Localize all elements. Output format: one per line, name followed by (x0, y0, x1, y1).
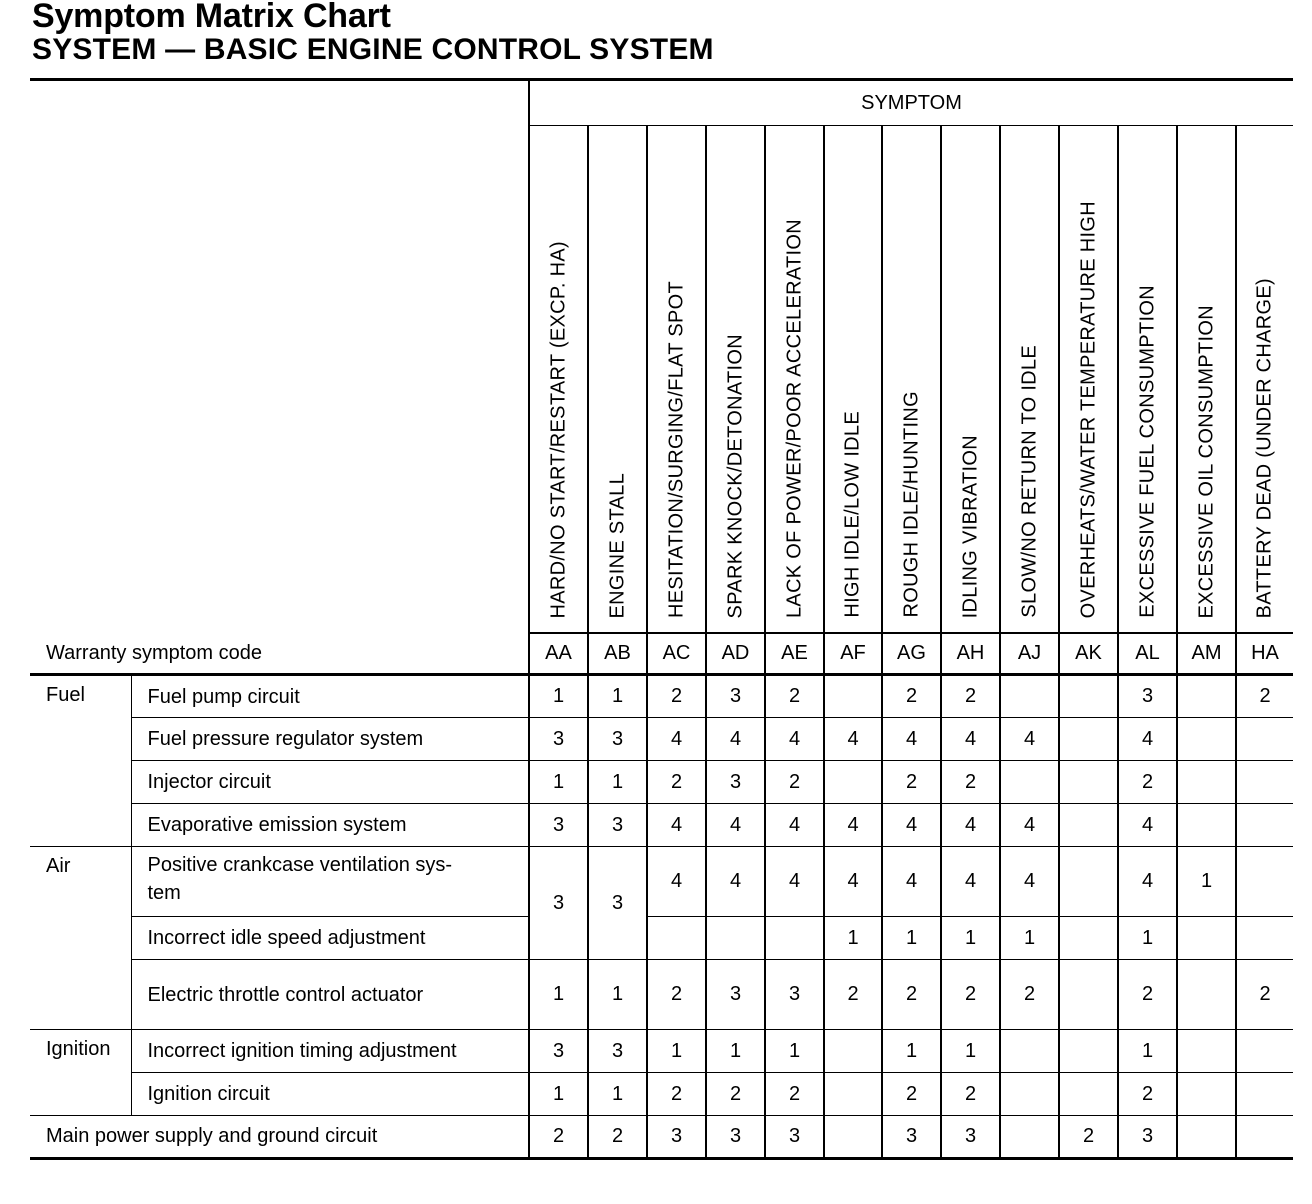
symptom-header: SYMPTOM (529, 80, 1293, 126)
matrix-value-cell: 2 (647, 761, 706, 804)
matrix-value-cell: 4 (1118, 718, 1177, 761)
matrix-value-cell: 1 (941, 917, 1000, 960)
matrix-value-cell (1177, 675, 1236, 718)
symptom-label: EXCESSIVE FUEL CONSUMPTION (1136, 285, 1158, 618)
symptom-label: SPARK KNOCK/DETONATION (724, 333, 746, 618)
matrix-value-cell: 4 (1118, 804, 1177, 847)
matrix-value-cell: 3 (588, 718, 647, 761)
row-label-line: Positive crankcase ventilation sys- (147, 854, 453, 876)
matrix-value-cell: 4 (706, 718, 765, 761)
matrix-value-cell: 3 (647, 1116, 706, 1159)
symptom-label: IDLING VIBRATION (959, 434, 981, 618)
matrix-value-cell (1236, 804, 1293, 847)
matrix-value-cell: 1 (529, 960, 588, 1030)
matrix-value-cell (1177, 917, 1236, 960)
matrix-value-cell: 3 (1118, 1116, 1177, 1159)
matrix-value-cell: 1 (588, 675, 647, 718)
matrix-value-cell: 1 (824, 917, 882, 960)
matrix-value-cell: 4 (647, 847, 706, 917)
warranty-code-cell: HA (1236, 633, 1293, 675)
matrix-value-cell: 3 (941, 1116, 1000, 1159)
symptom-column-header (765, 126, 824, 634)
matrix-value-cell (1236, 1073, 1293, 1116)
warranty-code-cell: AM (1177, 633, 1236, 675)
warranty-code-cell: AH (941, 633, 1000, 675)
matrix-value-cell (824, 675, 882, 718)
matrix-value-cell: 3 (706, 675, 765, 718)
table-row (30, 1073, 1293, 1116)
symptom-column-header (882, 126, 941, 634)
matrix-value-cell: 2 (765, 675, 824, 718)
row-label: Electric throttle control actuator (131, 960, 529, 1030)
matrix-value-cell (1059, 1030, 1118, 1073)
row-label: Fuel pressure regulator system (131, 718, 529, 761)
matrix-value-cell: 2 (941, 1073, 1000, 1116)
matrix-value-cell: 2 (882, 675, 941, 718)
page-title: Symptom Matrix Chart (32, 0, 391, 35)
symptom-column-header (1236, 126, 1293, 634)
symptom-column-header (1118, 126, 1177, 634)
matrix-value-cell: 2 (1000, 960, 1059, 1030)
matrix-value-cell: 3 (529, 847, 588, 960)
warranty-code-cell: AK (1059, 633, 1118, 675)
matrix-value-cell: 2 (765, 761, 824, 804)
row-label (131, 847, 529, 917)
matrix-value-cell: 1 (647, 1030, 706, 1073)
matrix-value-cell: 4 (882, 718, 941, 761)
matrix-value-cell (1236, 1030, 1293, 1073)
page-subtitle: SYSTEM — BASIC ENGINE CONTROL SYSTEM (32, 33, 714, 66)
row-label: Main power supply and ground circuit (30, 1116, 529, 1159)
matrix-value-cell (1177, 1030, 1236, 1073)
matrix-value-cell: 3 (588, 804, 647, 847)
row-label: Incorrect ignition timing adjustment (131, 1030, 529, 1073)
matrix-value-cell (824, 1030, 882, 1073)
matrix-value-cell: 4 (941, 847, 1000, 917)
matrix-value-cell: 1 (529, 1073, 588, 1116)
matrix-value-cell: 4 (1000, 847, 1059, 917)
header-blank-cell (30, 80, 529, 634)
table-row (30, 917, 1293, 960)
matrix-value-cell: 1 (941, 1030, 1000, 1073)
row-label: Injector circuit (131, 761, 529, 804)
matrix-value-cell: 4 (824, 718, 882, 761)
matrix-value-cell: 4 (824, 804, 882, 847)
matrix-value-cell: 4 (882, 804, 941, 847)
matrix-value-cell: 1 (588, 761, 647, 804)
warranty-code-cell: AJ (1000, 633, 1059, 675)
table-row (30, 1116, 1293, 1159)
matrix-value-cell: 2 (647, 1073, 706, 1116)
category-label: Ignition (30, 1030, 131, 1116)
matrix-value-cell: 4 (882, 847, 941, 917)
row-label: Fuel pump circuit (131, 675, 529, 718)
symptom-label: SLOW/NO RETURN TO IDLE (1018, 345, 1040, 618)
matrix-value-cell (824, 761, 882, 804)
table-row (30, 675, 1293, 718)
matrix-value-cell (1000, 761, 1059, 804)
table-row (30, 1030, 1293, 1073)
matrix-value-cell: 4 (941, 718, 1000, 761)
matrix-value-cell: 2 (1118, 1073, 1177, 1116)
matrix-value-cell (1059, 804, 1118, 847)
matrix-value-cell: 4 (1000, 804, 1059, 847)
matrix-value-cell: 2 (882, 1073, 941, 1116)
symptom-column-header (824, 126, 882, 634)
table-row (30, 804, 1293, 847)
matrix-value-cell: 3 (588, 847, 647, 960)
matrix-value-cell (1059, 761, 1118, 804)
symptom-label: HESITATION/SURGING/FLAT SPOT (665, 281, 687, 618)
symptom-column-header (647, 126, 706, 634)
matrix-value-cell (1177, 761, 1236, 804)
matrix-value-cell (1177, 960, 1236, 1030)
warranty-code-cell: AG (882, 633, 941, 675)
matrix-value-cell: 1 (1118, 917, 1177, 960)
matrix-value-cell: 4 (1118, 847, 1177, 917)
symptom-column-header (941, 126, 1000, 634)
matrix-value-cell (824, 1073, 882, 1116)
matrix-value-cell: 1 (529, 675, 588, 718)
matrix-value-cell: 3 (529, 718, 588, 761)
matrix-value-cell (1059, 1073, 1118, 1116)
symptom-label: BATTERY DEAD (UNDER CHARGE) (1253, 277, 1276, 618)
matrix-value-cell: 3 (765, 960, 824, 1030)
matrix-value-cell: 2 (1236, 675, 1293, 718)
matrix-value-cell (1000, 1116, 1059, 1159)
matrix-value-cell (1177, 1116, 1236, 1159)
matrix-value-cell (1236, 761, 1293, 804)
symptom-column-header (1000, 126, 1059, 634)
matrix-value-cell: 2 (529, 1116, 588, 1159)
matrix-value-cell (765, 917, 824, 960)
matrix-value-cell: 2 (941, 675, 1000, 718)
matrix-value-cell (1059, 917, 1118, 960)
matrix-value-cell (824, 1116, 882, 1159)
matrix-value-cell: 2 (1236, 960, 1293, 1030)
matrix-value-cell: 1 (882, 1030, 941, 1073)
matrix-value-cell (1177, 1073, 1236, 1116)
category-label: Air (30, 847, 131, 1030)
matrix-value-cell: 1 (588, 960, 647, 1030)
symptom-column-header (529, 126, 588, 634)
symptom-label: EXCESSIVE OIL CONSUMPTION (1195, 304, 1217, 618)
matrix-value-cell (1236, 917, 1293, 960)
matrix-value-cell: 4 (647, 718, 706, 761)
matrix-value-cell: 2 (765, 1073, 824, 1116)
matrix-value-cell: 2 (824, 960, 882, 1030)
matrix-value-cell: 2 (647, 960, 706, 1030)
matrix-value-cell (1177, 718, 1236, 761)
warranty-code-cell: AF (824, 633, 882, 675)
table-row (30, 761, 1293, 804)
matrix-value-cell (647, 917, 706, 960)
matrix-value-cell (1059, 847, 1118, 917)
symptom-label: LACK OF POWER/POOR ACCELERATION (783, 219, 805, 618)
warranty-code-cell: AL (1118, 633, 1177, 675)
matrix-value-cell: 2 (882, 960, 941, 1030)
table-row (30, 847, 1293, 917)
matrix-value-cell: 3 (529, 804, 588, 847)
symptom-label: ENGINE STALL (606, 472, 628, 618)
matrix-value-cell: 1 (765, 1030, 824, 1073)
matrix-value-cell: 4 (765, 804, 824, 847)
symptom-label: HIGH IDLE/LOW IDLE (841, 411, 864, 618)
table-row (30, 718, 1293, 761)
matrix-value-cell: 4 (765, 847, 824, 917)
symptom-column-header (588, 126, 647, 634)
matrix-value-cell: 4 (647, 804, 706, 847)
matrix-value-cell (1236, 1116, 1293, 1159)
matrix-value-cell: 1 (529, 761, 588, 804)
matrix-value-cell: 1 (1000, 917, 1059, 960)
matrix-value-cell: 1 (1118, 1030, 1177, 1073)
matrix-value-cell: 4 (1000, 718, 1059, 761)
matrix-value-cell: 3 (529, 1030, 588, 1073)
matrix-value-cell: 4 (706, 847, 765, 917)
matrix-value-cell: 2 (706, 1073, 765, 1116)
matrix-value-cell (1000, 1073, 1059, 1116)
matrix-value-cell: 4 (706, 804, 765, 847)
matrix-value-cell (1059, 675, 1118, 718)
warranty-code-cell: AE (765, 633, 824, 675)
matrix-value-cell: 2 (647, 675, 706, 718)
matrix-value-cell (1059, 718, 1118, 761)
row-label-line: tem (147, 882, 181, 904)
matrix-value-cell: 2 (941, 761, 1000, 804)
matrix-value-cell (1000, 675, 1059, 718)
symptom-column-header (1177, 126, 1236, 634)
warranty-symptom-code-label: Warranty symptom code (30, 633, 529, 675)
matrix-value-cell: 1 (588, 1073, 647, 1116)
matrix-value-cell: 3 (706, 761, 765, 804)
table-row (30, 960, 1293, 1030)
matrix-value-cell (1236, 718, 1293, 761)
matrix-value-cell (1000, 1030, 1059, 1073)
warranty-code-cell: AD (706, 633, 765, 675)
matrix-value-cell: 2 (882, 761, 941, 804)
matrix-value-cell: 1 (1177, 847, 1236, 917)
matrix-value-cell: 2 (1118, 761, 1177, 804)
matrix-value-cell: 3 (765, 1116, 824, 1159)
matrix-value-cell: 2 (1118, 960, 1177, 1030)
matrix-value-cell: 2 (941, 960, 1000, 1030)
matrix-value-cell (706, 917, 765, 960)
warranty-code-cell: AB (588, 633, 647, 675)
matrix-value-cell: 3 (588, 1030, 647, 1073)
matrix-value-cell: 3 (1118, 675, 1177, 718)
row-label: Evaporative emission system (131, 804, 529, 847)
warranty-code-cell: AA (529, 633, 588, 675)
matrix-value-cell: 1 (882, 917, 941, 960)
matrix-value-cell (1059, 960, 1118, 1030)
warranty-code-cell: AC (647, 633, 706, 675)
matrix-value-cell: 3 (706, 1116, 765, 1159)
matrix-value-cell: 4 (824, 847, 882, 917)
row-label: Ignition circuit (131, 1073, 529, 1116)
symptom-label: ROUGH IDLE/HUNTING (900, 391, 922, 618)
symptom-column-header (1059, 126, 1118, 634)
matrix-value-cell: 3 (706, 960, 765, 1030)
symptom-matrix-table (30, 78, 1293, 1160)
matrix-value-cell (1236, 847, 1293, 917)
symptom-column-header (706, 126, 765, 634)
matrix-value-cell: 1 (706, 1030, 765, 1073)
row-label: Incorrect idle speed adjustment (131, 917, 529, 960)
matrix-value-cell: 4 (941, 804, 1000, 847)
category-label: Fuel (30, 675, 131, 847)
matrix-value-cell (1177, 804, 1236, 847)
matrix-value-cell: 3 (882, 1116, 941, 1159)
symptom-label: HARD/NO START/RESTART (EXCP. HA) (547, 240, 569, 618)
symptom-label: OVERHEATS/WATER TEMPERATURE HIGH (1077, 200, 1099, 618)
matrix-value-cell: 2 (1059, 1116, 1118, 1159)
matrix-value-cell: 2 (588, 1116, 647, 1159)
matrix-value-cell: 4 (765, 718, 824, 761)
